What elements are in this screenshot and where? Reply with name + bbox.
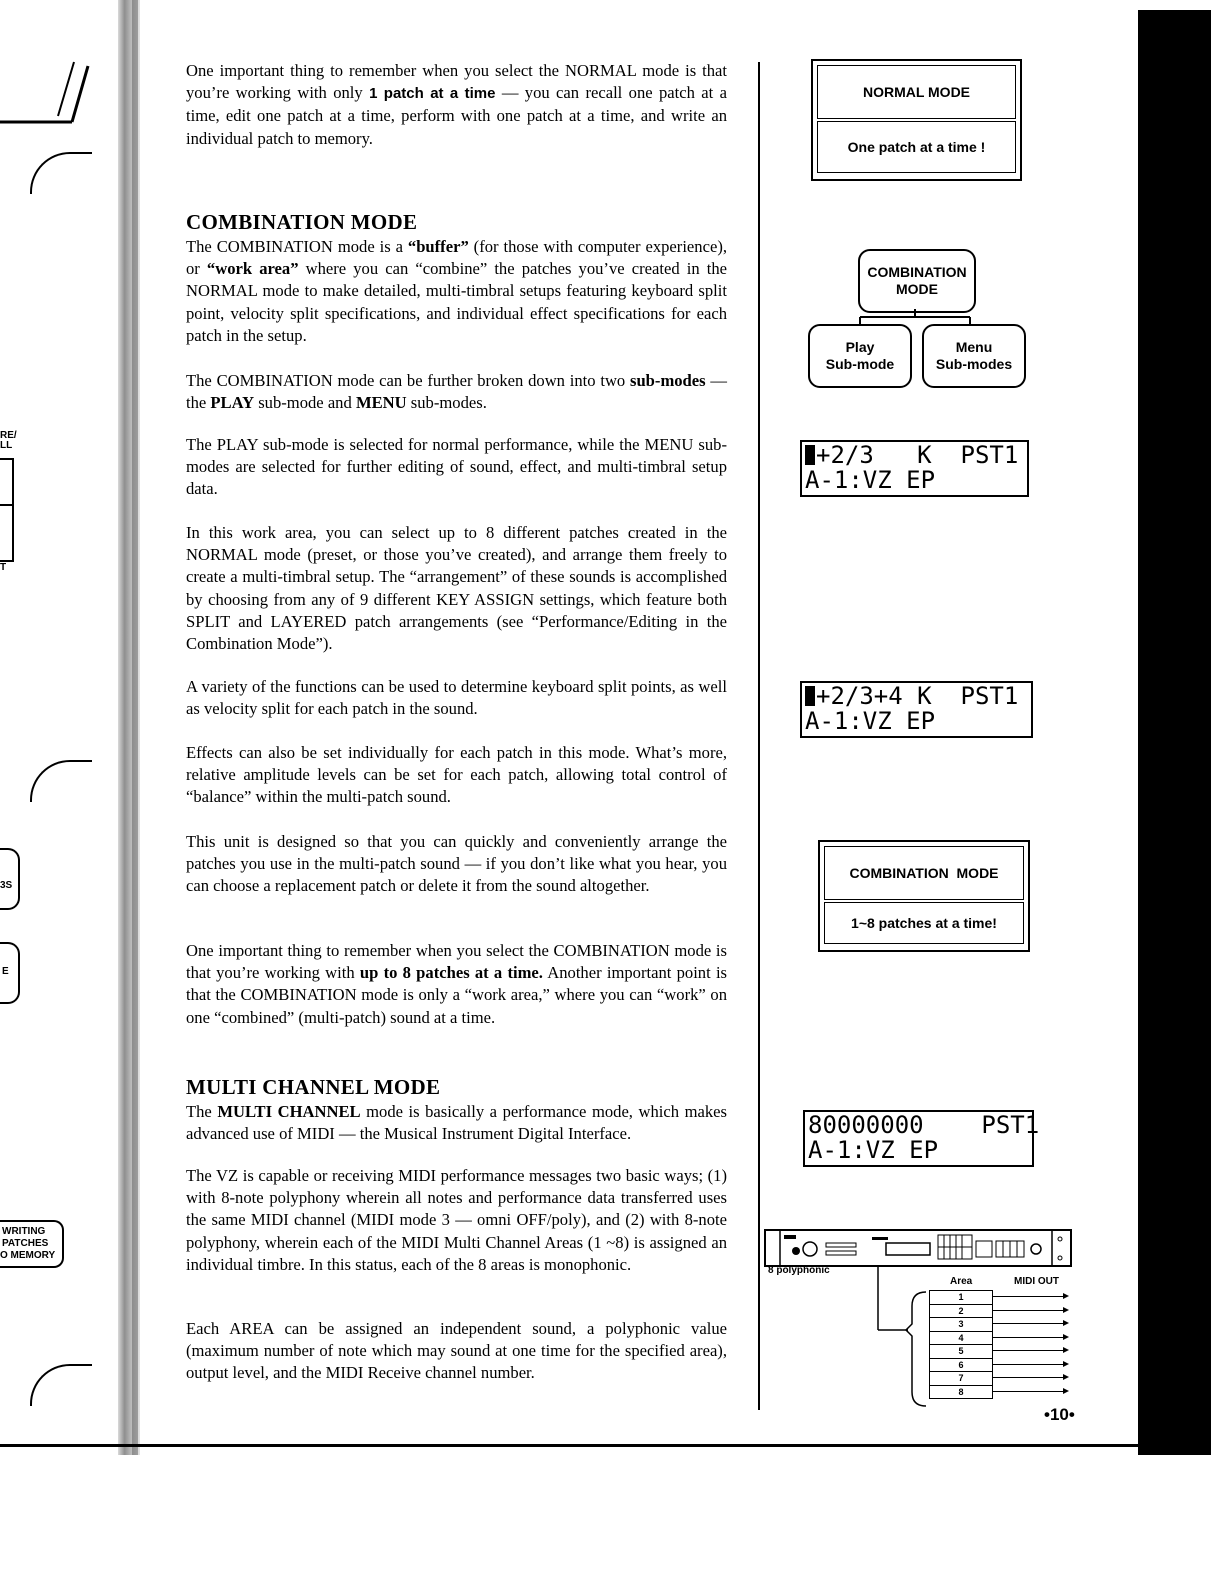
midi-out-arrow-icon bbox=[993, 1364, 1067, 1365]
margin-fragment-5: E bbox=[2, 966, 9, 977]
slash-mark-icon bbox=[0, 60, 90, 130]
play-node-line-1: Play bbox=[845, 339, 875, 355]
writing-patches-tab bbox=[0, 1220, 64, 1268]
combination-mode-title: COMBINATION MODE bbox=[824, 846, 1024, 900]
area-column-label: Area bbox=[950, 1276, 973, 1287]
combo-p1-c: (for those with computer experience), or bbox=[186, 237, 727, 279]
multi-p3: Each AREA can be assigned an independent sound, a polyphonic value (maximum number of note which may sound at one time for the specified area), output level, and the MIDI Receive channel number. bbox=[186, 1319, 727, 1383]
combo-p2-play: PLAY bbox=[210, 393, 255, 413]
lcd-display-3 bbox=[803, 1110, 1040, 1167]
column-divider bbox=[758, 62, 760, 1410]
margin-fragment-3: T bbox=[0, 562, 7, 573]
play-node-line-2: Sub-mode bbox=[825, 356, 895, 372]
combination-p3: The PLAY sub-mode is selected for normal performance, while the MENU sub-modes are selected for further editing of sound, effect, and multi-timbral setup data. bbox=[186, 435, 727, 499]
midi-out-arrow-icon bbox=[993, 1391, 1067, 1392]
right-black-edge bbox=[1138, 10, 1211, 1455]
lcd-display-1 bbox=[800, 440, 1029, 497]
margin-bracket-1 bbox=[0, 458, 14, 562]
normal-mode-intro bbox=[186, 60, 727, 150]
cursor-block-icon bbox=[805, 686, 815, 706]
margin-arc-1 bbox=[30, 152, 92, 194]
lcd2-line-1 bbox=[805, 684, 1027, 709]
combo-node-line-2: MODE bbox=[896, 281, 938, 297]
intro-part-a: One important thing to remember when you select the NORMAL mode is that you’re working with only bbox=[186, 61, 727, 103]
lcd3-line-1: 80000000 PST1 bbox=[808, 1111, 1040, 1139]
combo-p2-c: — the bbox=[186, 371, 727, 413]
lcd-display-2 bbox=[800, 681, 1033, 738]
lcd1-line-2: A-1:VZ EP bbox=[805, 466, 936, 494]
combination-p4: In this work area, you can select up to 8 different patches created in the NORMAL mode (preset, or those you’ve created), and arrange them freely to create a multi-timbral setup. The “arrangement” of these sounds is accomplished by choosing from any of 9 different KEY ASSIGN settings, which feature both SPLIT and LAYERED patch arrangements (see “Performance/Editing in the Combination Mode”). bbox=[186, 523, 727, 654]
combination-mode-box bbox=[818, 840, 1030, 952]
margin-fragment-1: RE/ bbox=[0, 430, 17, 441]
normal-mode-box bbox=[811, 59, 1022, 181]
combination-mode-heading: COMBINATION MODE bbox=[186, 210, 418, 234]
lcd1-line-1 bbox=[805, 443, 1023, 468]
midi-out-arrow-icon bbox=[993, 1350, 1067, 1351]
combo-p2-g: sub-modes. bbox=[406, 393, 487, 413]
combo-p1-buffer: “buffer” bbox=[407, 237, 469, 256]
area-cell: 7 bbox=[929, 1372, 993, 1386]
midi-routing-lines bbox=[868, 1266, 938, 1408]
lcd1-line-1-text: +2/3 K PST1 bbox=[816, 441, 1019, 469]
menu-submodes-node bbox=[922, 324, 1026, 388]
area-cell: 2 bbox=[929, 1305, 993, 1319]
normal-mode-title: NORMAL MODE bbox=[817, 65, 1016, 119]
lcd2-line-2: A-1:VZ EP bbox=[805, 707, 936, 735]
combo-p8-c: Another important point is that the COMBINATION mode is only a “work area,” where you can “work” on one “combined” (multi-patch) sound at a time. bbox=[186, 963, 728, 1027]
margin-tick bbox=[0, 504, 12, 506]
combo-p1-a: The COMBINATION mode is a bbox=[186, 237, 408, 256]
midi-out-arrow-icon bbox=[993, 1296, 1067, 1297]
midi-out-arrows bbox=[993, 1290, 1073, 1400]
area-cell: 8 bbox=[929, 1386, 993, 1400]
multi-p1 bbox=[186, 1101, 727, 1145]
writing-tab-line-3: O MEMORY bbox=[0, 1250, 56, 1261]
combo-p8-a: One important thing to remember when you select the COMBINATION mode is that you’re working with bbox=[186, 941, 727, 983]
midi-out-arrow-icon bbox=[993, 1337, 1067, 1338]
margin-slash-mark bbox=[0, 60, 90, 130]
multi-channel-heading: MULTI CHANNEL MODE bbox=[186, 1075, 441, 1099]
combination-p5: A variety of the functions can be used to determine keyboard split points, as well as velocity split for each patch in the sound. bbox=[186, 677, 727, 719]
combo-p2-e: sub-mode and bbox=[254, 393, 356, 413]
multi-p2: The VZ is capable or receiving MIDI performance messages two basic ways; (1) with 8-note polyphony wherein all notes and performance data transferred uses the same MIDI channel (MIDI mode 3 — omni OFF/poly), and (2) with 8-note polyphony, wherein each of the MIDI Multi Channel Areas (1 ~8) is assigned an individual timbre. In this status, each of the 8 areas is monophonic. bbox=[186, 1166, 727, 1274]
combo-p2-a: The COMBINATION mode can be further broken down into two bbox=[186, 371, 630, 390]
menu-node-line-1: Menu bbox=[955, 339, 993, 355]
lcd3-line-2: A-1:VZ EP bbox=[808, 1136, 939, 1164]
page-bottom-edge bbox=[0, 1444, 1211, 1447]
combo-p1-work-area: “work area” bbox=[206, 259, 299, 279]
area-cell: 1 bbox=[929, 1291, 993, 1305]
combination-mode-subtitle: 1~8 patches at a time! bbox=[824, 902, 1024, 944]
midi-out-arrow-icon bbox=[993, 1323, 1067, 1324]
combo-p2-submodes: sub-modes bbox=[630, 371, 706, 390]
combination-p1 bbox=[186, 236, 727, 347]
combo-p8-bold: up to 8 patches at a time. bbox=[359, 963, 543, 983]
normal-mode-subtitle: One patch at a time ! bbox=[817, 121, 1016, 173]
combo-p2-menu: MENU bbox=[355, 393, 407, 413]
midi-out-arrow-icon bbox=[993, 1310, 1067, 1311]
multi-p1-a: The bbox=[186, 1102, 218, 1121]
combination-p2 bbox=[186, 370, 727, 414]
vz-unit-front-panel bbox=[764, 1229, 1072, 1267]
area-cell: 3 bbox=[929, 1318, 993, 1332]
synth-panel-icon bbox=[766, 1231, 1070, 1265]
combination-mode-node bbox=[858, 249, 976, 313]
writing-tab-line-1: WRITING bbox=[2, 1226, 46, 1237]
intro-part-c: — you can recall one patch at a time, edit one patch at a time, perform with one patch at a time, and write an individual patch to memory. bbox=[186, 83, 727, 148]
area-cell: 6 bbox=[929, 1359, 993, 1373]
margin-fragment-4: 3S bbox=[0, 880, 13, 891]
lcd2-line-1-text: +2/3+4 K PST1 bbox=[816, 682, 1019, 710]
margin-tab-1 bbox=[0, 848, 20, 910]
multi-p1-bold: MULTI CHANNEL bbox=[217, 1102, 361, 1121]
combination-p8 bbox=[186, 940, 727, 1029]
margin-fragment-2: LL bbox=[0, 440, 13, 451]
midi-area-table bbox=[929, 1290, 993, 1401]
intro-part-bold: 1 patch at a time bbox=[369, 85, 496, 103]
multi-p1-c: mode is basically a performance mode, which makes advanced use of MIDI — the Musical Instrument Digital Interface. bbox=[186, 1102, 727, 1144]
eight-polyphonic-label: 8 polyphonic bbox=[768, 1265, 830, 1276]
combo-node-line-1: COMBINATION bbox=[867, 264, 967, 280]
cursor-block-icon bbox=[805, 445, 815, 465]
margin-arc-2 bbox=[30, 760, 92, 802]
writing-tab-line-2: PATCHES bbox=[2, 1238, 49, 1249]
midi-out-label: MIDI OUT bbox=[1014, 1276, 1059, 1287]
margin-arc-3 bbox=[30, 1364, 92, 1406]
area-cell: 4 bbox=[929, 1332, 993, 1346]
page-number: •10• bbox=[1044, 1405, 1075, 1424]
combination-p7: This unit is designed so that you can quickly and conveniently arrange the patches you use in the multi-patch sound — if you don’t like what you hear, you can choose a replacement patch or delete it from the sound altogether. bbox=[186, 832, 727, 896]
combo-p1-e: where you can “combine” the patches you’ve created in the NORMAL mode to make detailed, multi-timbral setups featuring keyboard split point, velocity split specifications, and individual effect specifications for each patch in the setup. bbox=[186, 259, 727, 345]
midi-out-arrow-icon bbox=[993, 1377, 1067, 1378]
binding-shadow bbox=[132, 0, 138, 1455]
menu-node-line-2: Sub-modes bbox=[935, 356, 1013, 372]
area-cell: 5 bbox=[929, 1345, 993, 1359]
combination-p6: Effects can also be set individually for each patch in this mode. What’s more, relative amplitude levels can be set for each patch, allowing total control of “balance” within the multi-patch sound. bbox=[186, 743, 727, 807]
play-submode-node bbox=[808, 324, 912, 388]
